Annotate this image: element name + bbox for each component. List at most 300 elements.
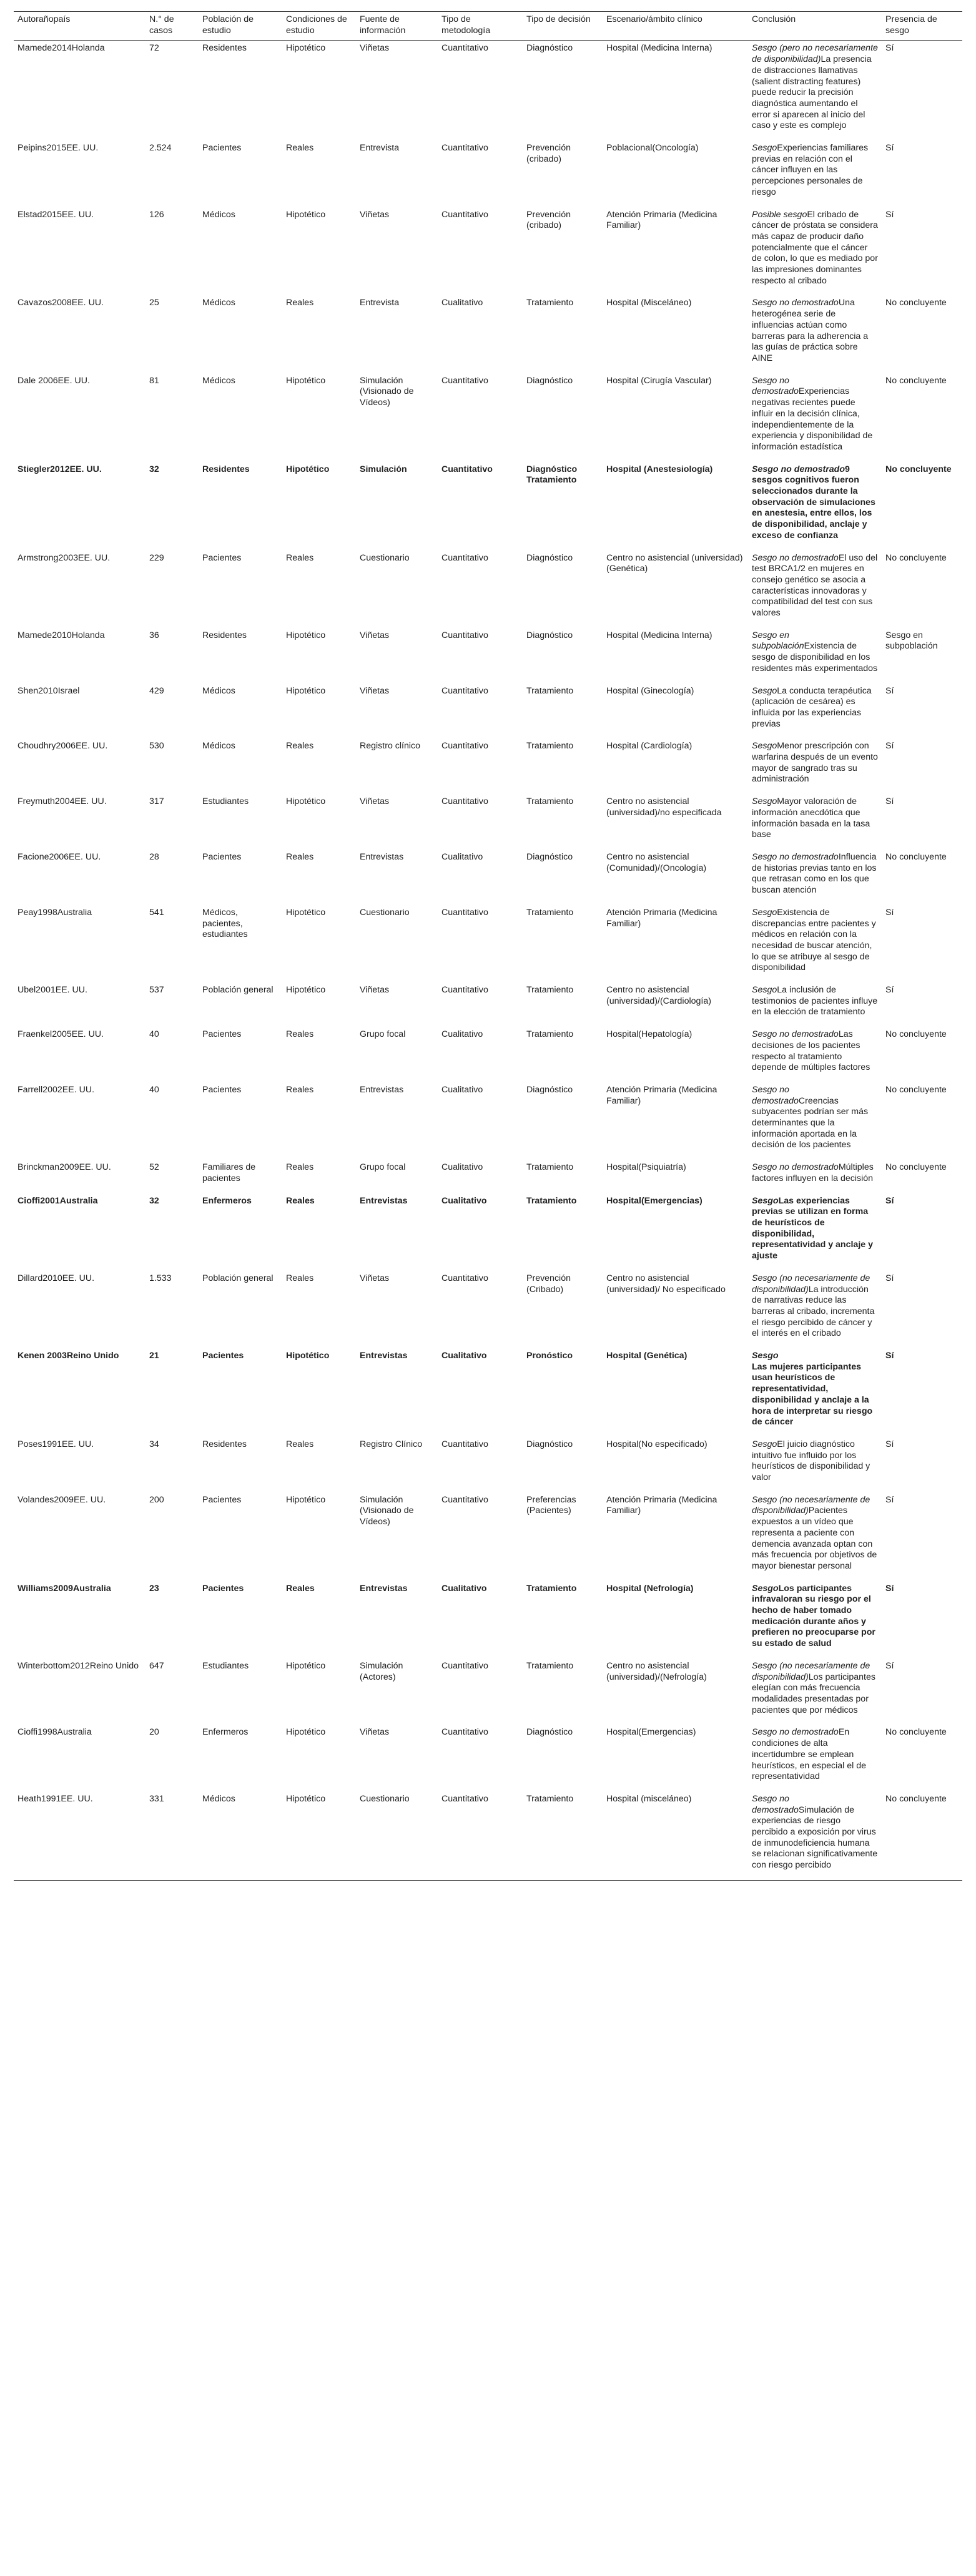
cell-population: Médicos — [199, 1791, 282, 1880]
cell-conclusion — [748, 41, 882, 140]
conclusion-bias-label: Sesgo — [752, 1351, 779, 1361]
cell-bias: Sí — [885, 1494, 894, 1505]
cell-author: Mamede2014Holanda — [17, 43, 105, 54]
conclusion-text: El juicio diagnóstico intuitivo fue influido por los heurísticos de disponibilidad y valor — [752, 1439, 870, 1483]
cell-method: Cuantitativo — [441, 464, 493, 474]
cell-bias: Sí — [885, 1273, 894, 1283]
cell-conditions: Hipotético — [286, 1660, 326, 1671]
cell-decision: Tratamiento — [526, 1195, 577, 1206]
cell-decision: Preferencias (Pacientes) — [526, 1494, 576, 1516]
conclusion-text: Una heterogénea serie de influencias actúan como barreras para la adherencia a las guías de práctica sobre AINE — [752, 298, 869, 363]
cell-setting: Hospital (Cirugía Vascular) — [606, 375, 712, 386]
cell-author: Peay1998Australia — [17, 907, 92, 918]
cell-method: Cualitativo — [441, 298, 483, 308]
cell-setting: Hospital (Genética) — [606, 1351, 688, 1361]
cell-source: Viñetas — [360, 985, 390, 996]
cell-author: Cioffi2001Australia — [17, 1195, 98, 1206]
table-body — [14, 41, 962, 1880]
cell-author: Stiegler2012EE. UU. — [17, 464, 102, 474]
cell-conclusion — [748, 1658, 882, 1725]
cell-bias: Sí — [885, 1195, 894, 1206]
conclusion-bias-label: Sesgo no demostrado — [752, 552, 839, 563]
cell-conditions: Reales — [286, 1195, 315, 1206]
cell-conditions: Hipotético — [286, 1494, 326, 1505]
table-row — [14, 140, 962, 207]
cell-conditions: Reales — [286, 852, 314, 862]
cell-method: Cualitativo — [441, 1029, 483, 1040]
cell-source: Registro Clínico — [360, 1439, 423, 1449]
cell-population: Médicos, pacientes, estudiantes — [202, 907, 248, 940]
conclusion-text: Creencias subyacentes podrían ser más determinantes que la información aportada en la decisión de los pacientes — [752, 1095, 869, 1150]
conclusion-bias-label: Sesgo — [752, 143, 777, 154]
conclusion-text: La introducción de narrativas reduce las barreras al cribado, incrementa el riesgo percibido de cáncer y el interés en el cribado — [752, 1284, 875, 1339]
conclusion-text: La inclusión de testimonios de pacientes influye en la elección de tratamiento — [752, 985, 878, 1017]
cell-bias: Sí — [885, 1439, 894, 1449]
cell-method: Cuantitativo — [441, 630, 488, 640]
cell-method: Cualitativo — [441, 852, 483, 862]
cell-conclusion — [748, 982, 882, 1027]
table-row — [14, 628, 962, 683]
header-bias: Presencia de sesgo — [882, 12, 962, 41]
cell-conclusion — [748, 794, 882, 850]
cell-bias: No concluyente — [885, 1162, 947, 1173]
cell-decision: Tratamiento — [526, 907, 574, 918]
cell-decision: Tratamiento — [526, 985, 574, 996]
cell-cases: 20 — [149, 1727, 159, 1738]
cell-source: Viñetas — [360, 630, 390, 640]
cell-population: Médicos — [202, 209, 235, 220]
cell-cases: 32 — [149, 1195, 159, 1206]
cell-conditions: Reales — [286, 1439, 314, 1449]
cell-bias: Sí — [885, 1583, 894, 1594]
cell-author: Peipins2015EE. UU. — [17, 143, 99, 154]
table-row — [14, 850, 962, 905]
conclusion-text: Las decisiones de los pacientes respecto al tratamiento depende de múltiples factores — [752, 1029, 870, 1073]
cell-cases: 647 — [149, 1660, 164, 1671]
cell-source: Simulación — [360, 464, 407, 474]
cell-setting: Hospital (Ginecología) — [606, 685, 694, 696]
cell-setting: Centro no asistencial (universidad)/no especificada — [606, 796, 722, 818]
cell-decision: Tratamiento — [523, 1791, 603, 1880]
table-row — [14, 207, 962, 296]
header-row — [14, 12, 962, 41]
cell-decision: Tratamiento — [526, 298, 574, 308]
cell-conditions: Reales — [286, 143, 314, 154]
cell-source: Entrevistas — [360, 1195, 408, 1206]
cell-author: Fraenkel2005EE. UU. — [17, 1029, 104, 1040]
cell-conditions: Hipotético — [286, 685, 326, 696]
table-row — [14, 1193, 962, 1271]
cell-population: Pacientes — [202, 1029, 242, 1040]
cell-conclusion — [748, 905, 882, 982]
conclusion-bias-label: Sesgo no demostrado — [752, 1162, 839, 1173]
cell-setting: Hospital (Misceláneo) — [606, 298, 692, 308]
header-source: Fuente de información — [356, 12, 438, 41]
cell-population: Población general — [202, 1273, 274, 1283]
table-row — [14, 1160, 962, 1193]
cell-decision: Prevención (Cribado) — [526, 1273, 571, 1295]
conclusion-bias-label: Sesgo — [752, 907, 777, 918]
cell-setting: Hospital(Emergencias) — [606, 1727, 696, 1738]
cell-conclusion — [748, 1581, 882, 1658]
cell-method: Cuantitativo — [438, 1791, 523, 1880]
cell-conclusion — [748, 628, 882, 683]
cell-cases: 23 — [149, 1583, 159, 1594]
cell-conditions: Hipotético — [282, 1791, 356, 1880]
cell-cases: 40 — [149, 1084, 159, 1095]
cell-source: Viñetas — [360, 1727, 390, 1738]
cell-conditions: Hipotético — [286, 985, 326, 996]
cell-source: Viñetas — [360, 209, 390, 220]
header-conclusion: Conclusión — [748, 12, 882, 41]
cell-decision: Tratamiento — [526, 1660, 574, 1671]
header-decision: Tipo de decisión — [523, 12, 603, 41]
conclusion-text: Experiencias familiares previas en relación con el cáncer influyen en las percepciones personales de riesgo — [752, 143, 869, 197]
cell-population: Residentes — [202, 43, 247, 54]
cell-setting: Poblacional(Oncología) — [606, 143, 699, 154]
cell-bias: No concluyente — [885, 464, 952, 474]
cell-method: Cuantitativo — [441, 985, 488, 996]
cell-cases: 32 — [149, 464, 159, 474]
cell-decision: Tratamiento — [526, 1583, 577, 1594]
cell-conclusion — [748, 1348, 882, 1437]
cell-method: Cuantitativo — [441, 143, 488, 154]
cell-conclusion — [748, 373, 882, 462]
cell-author: Cioffi1998Australia — [17, 1727, 92, 1738]
cell-population: Médicos — [202, 741, 235, 752]
cell-source: Entrevistas — [360, 1583, 408, 1594]
cell-method: Cuantitativo — [441, 907, 488, 918]
cell-decision: Prevención (cribado) — [526, 143, 571, 164]
cell-source: Registro clínico — [360, 741, 420, 752]
cell-author: Williams2009Australia — [17, 1583, 111, 1594]
cell-conclusion — [748, 1027, 882, 1082]
table-row — [14, 683, 962, 739]
cell-population: Enfermeros — [202, 1195, 252, 1206]
cell-cases: 1.533 — [149, 1273, 172, 1283]
cell-setting: Hospital (Nefrología) — [606, 1583, 694, 1594]
cell-conditions: Hipotético — [286, 464, 330, 474]
table-row — [14, 1437, 962, 1492]
cell-conclusion — [748, 1725, 882, 1791]
cell-cases: 2.524 — [149, 143, 172, 154]
cell-setting: Atención Primaria (Medicina Familiar) — [606, 209, 717, 231]
cell-decision: Diagnóstico — [526, 1084, 573, 1095]
cell-bias: Sí — [885, 685, 894, 696]
cell-decision: Tratamiento — [526, 741, 574, 752]
cell-conditions: Reales — [286, 1583, 315, 1594]
table-row — [14, 1581, 962, 1658]
header-method: Tipo de metodología — [438, 12, 523, 41]
cell-conclusion — [748, 207, 882, 296]
cell-cases: 34 — [149, 1439, 159, 1449]
cell-bias: No concluyente — [885, 1727, 947, 1738]
conclusion-bias-label: Sesgo no demostrado — [752, 1793, 799, 1815]
conclusion-bias-label: Sesgo (no necesariamente de disponibilidad) — [752, 1494, 870, 1516]
cell-method: Cuantitativo — [441, 1727, 488, 1738]
conclusion-bias-label: Sesgo — [752, 1439, 777, 1449]
cell-conclusion — [748, 1271, 882, 1348]
table-row — [14, 373, 962, 462]
cell-method: Cuantitativo — [441, 209, 488, 220]
table-row — [14, 41, 962, 140]
studies-table — [14, 11, 962, 1881]
cell-bias: Sí — [885, 43, 894, 54]
cell-bias: No concluyente — [885, 852, 947, 862]
cell-cases: 25 — [149, 298, 159, 308]
cell-bias: Sí — [885, 796, 894, 807]
cell-setting: Hospital (Cardiología) — [606, 741, 693, 752]
cell-cases: 317 — [149, 796, 164, 807]
cell-method: Cualitativo — [441, 1583, 487, 1594]
cell-setting: Centro no asistencial (universidad)(Genética) — [606, 552, 743, 574]
cell-cases: 81 — [149, 375, 159, 386]
conclusion-text: Existencia de sesgo de disponibilidad en los residentes más experimentados — [752, 641, 878, 673]
header-author: Autoraño​país — [14, 12, 145, 41]
cell-decision: Diagnóstico — [526, 852, 573, 862]
cell-setting: Hospital (Anestesiología) — [606, 464, 713, 474]
cell-cases: 28 — [149, 852, 159, 862]
conclusion-bias-label: Sesgo (pero no necesariamente de disponibilidad) — [752, 43, 878, 65]
cell-bias: Sí — [885, 985, 894, 996]
cell-cases: 72 — [149, 43, 159, 54]
cell-cases: 21 — [149, 1351, 159, 1361]
cell-bias: Sí — [885, 741, 894, 752]
conclusion-text: Mayor valoración de información anecdótica que información basada en la tasa base — [752, 796, 870, 840]
conclusion-bias-label: Sesgo no demostrado — [752, 852, 839, 862]
cell-source: Viñetas — [360, 43, 390, 54]
conclusion-text: Las experiencias previas se utilizan en forma de heurísticos de disponibilidad, representatividad y anclaje y ajuste — [752, 1195, 873, 1261]
cell-population: Estudiantes — [202, 1660, 249, 1671]
cell-setting: Hospital(Psiquiatría) — [606, 1162, 686, 1173]
conclusion-bias-label: Sesgo — [752, 985, 777, 996]
cell-bias: No concluyente — [885, 552, 947, 563]
cell-bias: Sí — [885, 1660, 894, 1671]
conclusion-text: El uso del test BRCA1/2 en mujeres en consejo genético se asocia a características innovadoras y compatibilidad del test con sus valores — [752, 552, 878, 619]
cell-method: Cualitativo — [441, 1084, 483, 1095]
cell-source: Grupo focal — [360, 1029, 406, 1040]
cell-setting: Hospital(Emergencias) — [606, 1195, 702, 1206]
table-row — [14, 794, 962, 850]
cell-author: Kenen 2003Reino Unido — [17, 1351, 119, 1361]
cell-population: Pacientes — [202, 143, 242, 154]
conclusion-bias-label: Sesgo — [752, 685, 777, 696]
conclusion-bias-label: Sesgo — [752, 1195, 779, 1206]
table-row — [14, 905, 962, 982]
cell-conclusion — [748, 1791, 882, 1880]
cell-population: Residentes — [202, 630, 247, 640]
cell-conditions: Hipotético — [286, 630, 326, 640]
conclusion-text: La presencia de distracciones llamativas (salient distracting features) puede reducir la precisión diagnóstica aumentando el error si aparecen al inicio del caso y este es complejo — [752, 54, 872, 131]
conclusion-bias-label: Sesgo en subpoblación — [752, 630, 804, 652]
cell-setting: Atención Primaria (Medicina Familiar) — [606, 907, 717, 929]
cell-cases: 52 — [149, 1162, 159, 1173]
cell-author: Heath1991EE. UU. — [14, 1791, 145, 1880]
cell-author: Elstad2015EE. UU. — [17, 209, 94, 220]
cell-population: Pacientes — [202, 1583, 244, 1594]
cell-cases: 126 — [149, 209, 164, 220]
cell-source: Entrevistas — [360, 1351, 408, 1361]
cell-source: Entrevistas — [360, 852, 404, 862]
table-row — [14, 1082, 962, 1160]
cell-source: Simulación (Visionado de Vídeos) — [360, 375, 414, 408]
cell-conditions: Reales — [286, 741, 314, 752]
conclusion-bias-label: Sesgo — [752, 1583, 779, 1594]
cell-method: Cuantitativo — [441, 43, 488, 54]
cell-setting: Atención Primaria (Medicina Familiar) — [606, 1084, 717, 1106]
cell-bias: No concluyente — [885, 1084, 947, 1095]
cell-setting: Atención Primaria (Medicina Familiar) — [606, 1494, 717, 1516]
cell-method: Cuantitativo — [441, 1439, 488, 1449]
table-row — [14, 1271, 962, 1348]
cell-conditions: Hipotético — [286, 796, 326, 807]
cell-author: Mamede2010Holanda — [17, 630, 105, 640]
cell-author: Brinckman2009EE. UU. — [17, 1162, 111, 1173]
conclusion-text: Influencia de historias previas tanto en los que retrasan como en los que buscan atención — [752, 852, 877, 896]
cell-decision: Diagnóstico Tratamiento — [526, 464, 578, 486]
header-cases: N.° de casos — [145, 12, 199, 41]
cell-conclusion — [748, 850, 882, 905]
cell-source: Viñetas — [360, 796, 390, 807]
cell-decision: Diagnóstico — [526, 375, 573, 386]
cell-population: Pacientes — [202, 1494, 242, 1505]
cell-decision: Tratamiento — [526, 685, 574, 696]
cell-source: Cuestionario — [360, 907, 410, 918]
table-row — [14, 462, 962, 551]
cell-population: Enfermeros — [202, 1727, 249, 1738]
cell-bias: No concluyente — [885, 375, 947, 386]
cell-source: Entrevistas — [360, 1084, 404, 1095]
cell-author: Volandes2009EE. UU. — [17, 1494, 106, 1505]
cell-method: Cuantitativo — [441, 796, 488, 807]
cell-population: Familiares de pacientes — [202, 1162, 256, 1183]
cell-bias: Sí — [885, 1351, 894, 1361]
cell-population: Estudiantes — [202, 796, 249, 807]
cell-decision: Diagnóstico — [526, 43, 573, 54]
conclusion-text: Múltiples factores influyen en la decisión — [752, 1162, 874, 1183]
conclusion-text: Los participantes infravaloran su riesgo por el hecho de haber tomado medicación durante años y prefieren no preocuparse por su estado de salud — [752, 1583, 875, 1649]
cell-conclusion — [748, 462, 882, 551]
cell-bias: Sí — [885, 143, 894, 154]
cell-conditions: Hipotético — [286, 907, 326, 918]
cell-conditions: Reales — [286, 552, 314, 563]
cell-method: Cualitativo — [441, 1351, 487, 1361]
table-row — [14, 1027, 962, 1082]
table-row — [14, 295, 962, 373]
conclusion-bias-label: Sesgo no demostrado — [752, 375, 799, 397]
conclusion-bias-label: Sesgo — [752, 741, 777, 752]
conclusion-bias-label: Sesgo no demostrado — [752, 1029, 839, 1040]
cell-source: Cuestionario — [360, 552, 410, 563]
cell-conditions: Reales — [286, 298, 314, 308]
cell-author: Shen2010Israel — [17, 685, 80, 696]
cell-bias: No concluyente — [882, 1791, 962, 1880]
cell-conditions: Hipotético — [286, 1351, 330, 1361]
cell-conditions: Hipotético — [286, 43, 326, 54]
conclusion-text: Pacientes expuestos a un vídeo que representa a paciente con demencia avanzada optan con más frecuencia por objetivos de mayor bienestar personal — [752, 1506, 877, 1571]
cell-author: Facione2006EE. UU. — [17, 852, 101, 862]
cell-cases: 229 — [149, 552, 164, 563]
cell-conclusion — [748, 683, 882, 739]
cell-source: Entrevista — [360, 298, 400, 308]
cell-method: Cuantitativo — [441, 552, 488, 563]
cell-method: Cuantitativo — [441, 1660, 488, 1671]
cell-source: Simulación (Visionado de Vídeos) — [360, 1494, 414, 1527]
cell-population: Pacientes — [202, 1084, 242, 1095]
cell-setting: Centro no asistencial (universidad)/(Cardiología) — [606, 985, 711, 1006]
cell-method: Cualitativo — [441, 1162, 483, 1173]
conclusion-bias-label: Sesgo no demostrado — [752, 464, 845, 474]
cell-method: Cualitativo — [441, 1195, 487, 1206]
cell-decision: Tratamiento — [526, 796, 574, 807]
cell-source: Cuestionario — [356, 1791, 438, 1880]
cell-conclusion — [748, 295, 882, 373]
cell-population: Pacientes — [202, 1351, 244, 1361]
conclusion-bias-label: Sesgo no demostrado — [752, 1084, 799, 1106]
cell-method: Cuantitativo — [441, 741, 488, 752]
cell-cases: 200 — [149, 1494, 164, 1505]
cell-setting: Centro no asistencial (Comunidad)/(Oncología) — [606, 852, 707, 873]
cell-cases: 537 — [149, 985, 164, 996]
cell-source: Grupo focal — [360, 1162, 406, 1173]
conclusion-text: Las mujeres participantes usan heurísticos de representatividad, disponibilidad y anclaje a la hora de interpretar su riesgo de cáncer — [752, 1361, 873, 1428]
cell-author: Dale 2006EE. UU. — [17, 375, 90, 386]
cell-decision: Prevención (cribado) — [526, 209, 571, 231]
cell-method: Cuantitativo — [441, 1494, 488, 1505]
cell-bias: Sesgo en subpoblación — [885, 630, 938, 652]
table-row — [14, 1658, 962, 1725]
cell-conditions: Reales — [286, 1084, 314, 1095]
conclusion-text: Existencia de discrepancias entre pacientes y médicos en relación con la necesidad de buscar atención, lo que se atribuye al sesgo de disponibilidad — [752, 907, 876, 973]
cell-author: Cavazos2008EE. UU. — [17, 298, 104, 308]
table-row — [14, 1725, 962, 1791]
cell-conditions: Reales — [286, 1162, 314, 1173]
cell-conditions: Hipotético — [286, 1727, 326, 1738]
cell-author: Farrell2002EE. UU. — [17, 1084, 95, 1095]
cell-conclusion — [748, 1437, 882, 1492]
cell-method: Cuantitativo — [441, 375, 488, 386]
cell-population: Médicos — [202, 375, 235, 386]
cell-conditions: Reales — [286, 1029, 314, 1040]
cell-bias: Sí — [885, 907, 894, 918]
cell-decision: Diagnóstico — [526, 552, 573, 563]
conclusion-bias-label: Sesgo no demostrado — [752, 1727, 839, 1738]
cell-cases: 40 — [149, 1029, 159, 1040]
cell-setting: Centro no asistencial (universidad)/(Nefrología) — [606, 1660, 707, 1682]
cell-conclusion — [748, 1160, 882, 1193]
cell-source: Viñetas — [360, 685, 390, 696]
conclusion-text: Menor prescripción con warfarina después de un evento mayor de sangrado tras su administración — [752, 741, 878, 785]
cell-setting: Hospital (Medicina Interna) — [606, 43, 712, 54]
cell-conclusion — [748, 140, 882, 207]
conclusion-text: El cribado de cáncer de próstata se considera más capaz de producir daño potencialmente que el cáncer de colon, lo que es mediado por las impresiones dominantes respecto al cribado — [752, 209, 878, 286]
table-header — [14, 12, 962, 41]
cell-source: Simulación (Actores) — [360, 1660, 403, 1682]
cell-conclusion — [748, 738, 882, 794]
cell-author: Freymuth2004EE. UU. — [17, 796, 107, 807]
cell-bias: No concluyente — [885, 298, 947, 308]
header-population: Población de estudio — [199, 12, 282, 41]
table-row — [14, 982, 962, 1027]
cell-decision: Tratamiento — [526, 1162, 574, 1173]
cell-bias: No concluyente — [885, 1029, 947, 1040]
cell-conclusion — [748, 1193, 882, 1271]
header-conditions: Condiciones de estudio — [282, 12, 356, 41]
table-row — [14, 1492, 962, 1581]
conclusion-bias-label: Sesgo (no necesariamente de disponibilidad) — [752, 1660, 870, 1682]
table-row — [14, 1791, 962, 1880]
cell-source: Viñetas — [360, 1273, 390, 1283]
